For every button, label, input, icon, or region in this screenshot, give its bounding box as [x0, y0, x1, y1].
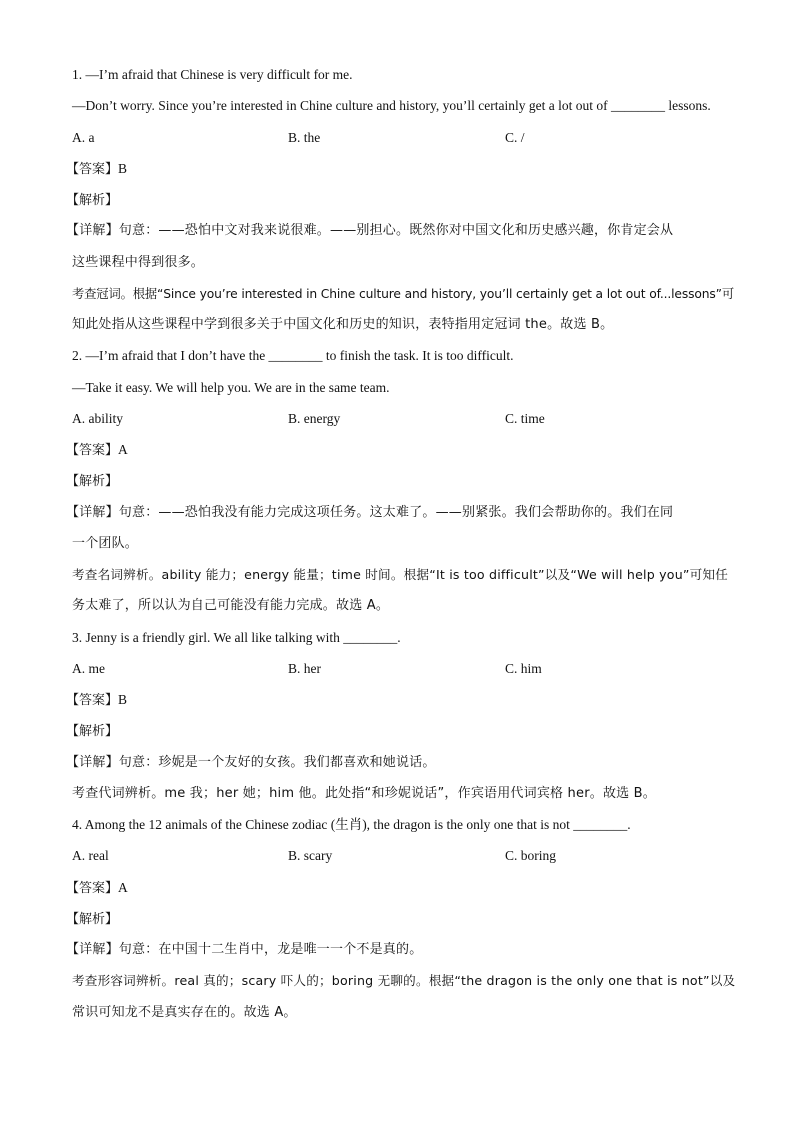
detail-line: 常识可知龙不是真实存在的。故选 A。: [72, 1004, 297, 1020]
option-c: C. time: [505, 410, 545, 426]
answer-label: 【答案】: [66, 443, 119, 458]
question-stem-line: —Don’t worry. Since you’re interested in Chine culture and history, you’ll certainly get a lot out of ________ lessons.: [72, 98, 711, 114]
detail-line: 【详解】句意：——恐怕我没有能力完成这项任务。这太难了。——别紧张。我们会帮助你的。我们在同: [66, 504, 674, 520]
detail-line: 考查形容词辨析。real 真的；scary 吓人的；boring 无聊的。根据“the dragon is the only one that is not”以及: [72, 973, 736, 989]
option-a: A. me: [72, 660, 105, 676]
answer-value: A: [118, 879, 128, 895]
question-stem-line: 4. Among the 12 animals of the Chinese zodiac (生肖), the dragon is the only one that is not ________.: [72, 817, 631, 832]
analysis-row: [66, 470, 732, 501]
options-row: [72, 658, 732, 689]
detail-line: 务太难了，所以认为自己可能没有能力完成。故选 A。: [72, 598, 390, 614]
answer-label: 【答案】: [66, 161, 119, 177]
answer-label: 【答案】: [66, 693, 119, 708]
analysis-label: 【解析】: [66, 724, 119, 740]
options-row: [72, 127, 732, 158]
option-a: A. ability: [72, 410, 123, 426]
option-c: C. him: [505, 660, 542, 676]
option-c: C. /: [505, 129, 525, 145]
detail-line: 【详解】句意：——恐怕中文对我来说很难。——别担心。既然你对中国文化和历史感兴趣，你肯定会从: [66, 223, 674, 239]
analysis-row: [66, 908, 732, 939]
detail-line: 【详解】句意：珍妮是一个友好的女孩。我们都喜欢和她说话。: [66, 754, 436, 770]
question-4: [66, 814, 736, 1033]
detail-line: 考查名词辨析。ability 能力；energy 能量；time 时间。根据“It is too difficult”以及“We will help you”可知任: [72, 567, 728, 582]
option-c: C. boring: [505, 848, 557, 864]
question-stem-line: —Take it easy. We will help you. We are in the same team.: [72, 379, 390, 395]
option-a: A. real: [72, 848, 109, 864]
answer-row: [66, 877, 732, 908]
detail-line: 考查冠词。根据“Since you’re interested in Chine culture and history, you’ll certainly get a lot out of...lessons”可: [72, 286, 734, 301]
answer-value: B: [118, 160, 128, 176]
answer-row: [66, 158, 732, 189]
option-b: B. her: [288, 660, 321, 676]
question-1: [66, 64, 734, 345]
detail-line: 这些课程中得到很多。: [72, 254, 205, 270]
question-3: [66, 627, 732, 815]
analysis-row: [66, 189, 732, 220]
option-b: B. energy: [288, 410, 341, 426]
answer-label: 【答案】: [66, 880, 119, 896]
analysis-label: 【解析】: [66, 911, 119, 927]
question-stem-line: 2. —I’m afraid that I don’t have the ________ to finish the task. It is too difficult.: [72, 348, 514, 364]
detail-line: 一个团队。: [72, 535, 139, 551]
detail-line: 【详解】句意：在中国十二生肖中，龙是唯一一个不是真的。: [66, 942, 423, 957]
question-2: [66, 345, 732, 626]
answer-row: [66, 439, 732, 470]
document-page: [66, 64, 736, 1033]
analysis-label: 【解析】: [66, 474, 119, 490]
question-stem-line: 3. Jenny is a friendly girl. We all like talking with ________.: [72, 629, 401, 645]
answer-value: B: [118, 692, 128, 707]
analysis-label: 【解析】: [66, 193, 119, 208]
question-stem-line: 1. —I’m afraid that Chinese is very difficult for me.: [72, 67, 353, 82]
options-row: [72, 408, 732, 439]
answer-row: [66, 689, 732, 720]
option-a: A. a: [72, 129, 95, 145]
answer-value: A: [118, 442, 128, 457]
option-b: B. scary: [288, 848, 333, 864]
analysis-row: [66, 720, 732, 751]
detail-line: 知此处指从这些课程中学到很多关于中国文化和历史的知识，表特指用定冠词 the。故选 B。: [72, 317, 614, 332]
options-row: [72, 845, 732, 876]
option-b: B. the: [288, 129, 321, 145]
detail-line: 考查代词辨析。me 我；her 她；him 他。此处指“和珍妮说话”，作宾语用代词宾格 her。故选 B。: [72, 785, 656, 801]
